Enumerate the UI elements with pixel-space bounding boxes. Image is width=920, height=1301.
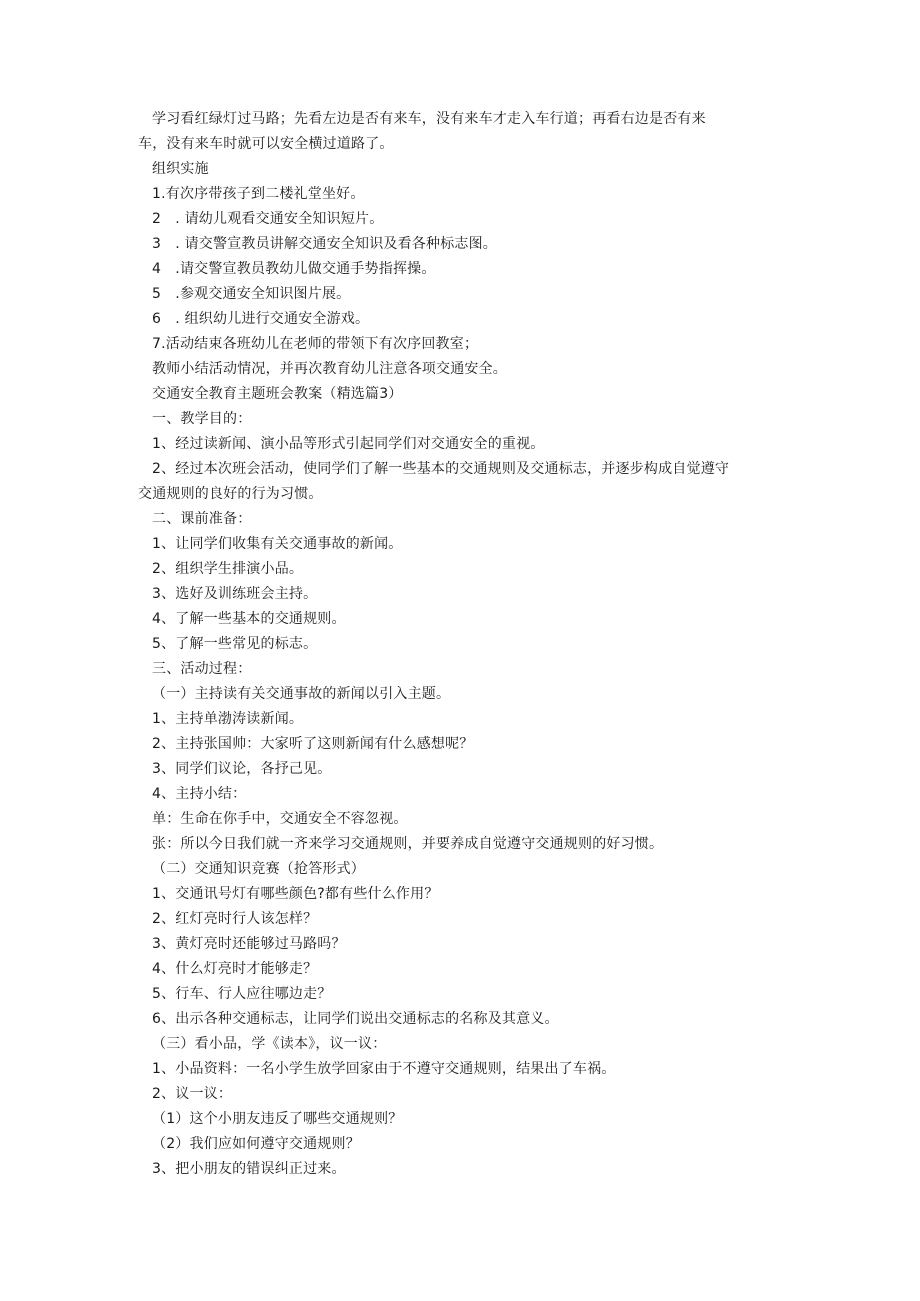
list-item: 5、了解一些常见的标志。 [152, 636, 318, 652]
section-heading: 三、活动过程： [152, 661, 252, 677]
list-item: 6、出示各种交通标志，让同学们说出交通标志的名称及其意义。 [152, 1011, 559, 1027]
list-item: 3 . 请交警宣教员讲解交通安全知识及看各种标志图。 [152, 236, 498, 252]
subsection-heading: （一）主持读有关交通事故的新闻以引入主题。 [152, 686, 451, 702]
section-heading: 组织实施 [152, 161, 209, 177]
text-line: 学习看红绿灯过马路；先看左边是否有来车，没有来车才走入车行道；再看右边是否有来 [152, 111, 706, 127]
list-item: 3、把小朋友的错误纠正过来。 [152, 1161, 346, 1177]
list-item: 3、黄灯亮时还能够过马路吗？ [152, 936, 346, 952]
list-item: 7.活动结束各班幼儿在老师的带领下有次序回教室； [152, 336, 479, 352]
list-item: 3、同学们议论，各抒己见。 [152, 761, 332, 777]
list-item: 4、什么灯亮时才能够走？ [152, 961, 318, 977]
section-heading: 二、课前准备： [152, 511, 252, 527]
list-item: 2、主持张国帅：大家听了这则新闻有什么感想呢？ [152, 736, 474, 752]
list-item: 1、经过读新闻、演小品等形式引起同学们对交通安全的重视。 [152, 436, 545, 452]
list-item: 2、经过本次班会活动，使同学们了解一些基本的交通规则及交通标志，并逐步构成自觉遵守 [152, 461, 730, 477]
list-item: 4、了解一些基本的交通规则。 [152, 611, 346, 627]
list-item: 4、主持小结： [152, 786, 247, 802]
list-item: 2 . 请幼儿观看交通安全知识短片。 [152, 211, 384, 227]
list-item: 4 .请交警宣教员教幼儿做交通手势指挥操。 [152, 261, 436, 277]
list-item: 1、主持单渤涛读新闻。 [152, 711, 304, 727]
list-item: 1、交通讯号灯有哪些颜色?都有些什么作用？ [152, 886, 439, 902]
dialogue-line: 张：所以今日我们就一齐来学习交通规则，并要养成自觉遵守交通规则的好习惯。 [152, 836, 664, 852]
list-item: 1、小品资料：一名小学生放学回家由于不遵守交通规则，结果出了车祸。 [152, 1061, 616, 1077]
text-line: 教师小结活动情况，并再次教育幼儿注意各项交通安全。 [152, 361, 507, 377]
list-item: 2、红灯亮时行人该怎样？ [152, 911, 318, 927]
document-body [138, 107, 778, 1182]
list-item: 1.有次序带孩子到二楼礼堂坐好。 [152, 186, 365, 202]
list-item: 5、行车、行人应往哪边走？ [152, 986, 332, 1002]
section-heading: 一、教学目的： [152, 411, 252, 427]
list-item: （1）这个小朋友违反了哪些交通规则？ [152, 1111, 403, 1127]
list-item: 5 .参观交通安全知识图片展。 [152, 286, 351, 302]
subsection-heading: （三）看小品，学《读本》，议一议： [152, 1036, 387, 1052]
list-item: 2、组织学生排演小品。 [152, 561, 304, 577]
dialogue-line: 单：生命在你手中，交通安全不容忽视。 [152, 811, 408, 827]
subsection-heading: （二）交通知识竞赛（抢答形式） [152, 861, 365, 877]
list-item: 2、议一议： [152, 1086, 233, 1102]
section-title: 交通安全教育主题班会教案（精选篇3） [152, 386, 403, 402]
text-line: 交通规则的良好的行为习惯。 [138, 486, 323, 502]
list-item: 1、让同学们收集有关交通事故的新闻。 [152, 536, 403, 552]
list-item: （2）我们应如何遵守交通规则？ [152, 1136, 360, 1152]
list-item: 6 . 组织幼儿进行交通安全游戏。 [152, 311, 370, 327]
list-item: 3、选好及训练班会主持。 [152, 586, 318, 602]
text-line: 车，没有来车时就可以安全横过道路了。 [138, 136, 394, 152]
